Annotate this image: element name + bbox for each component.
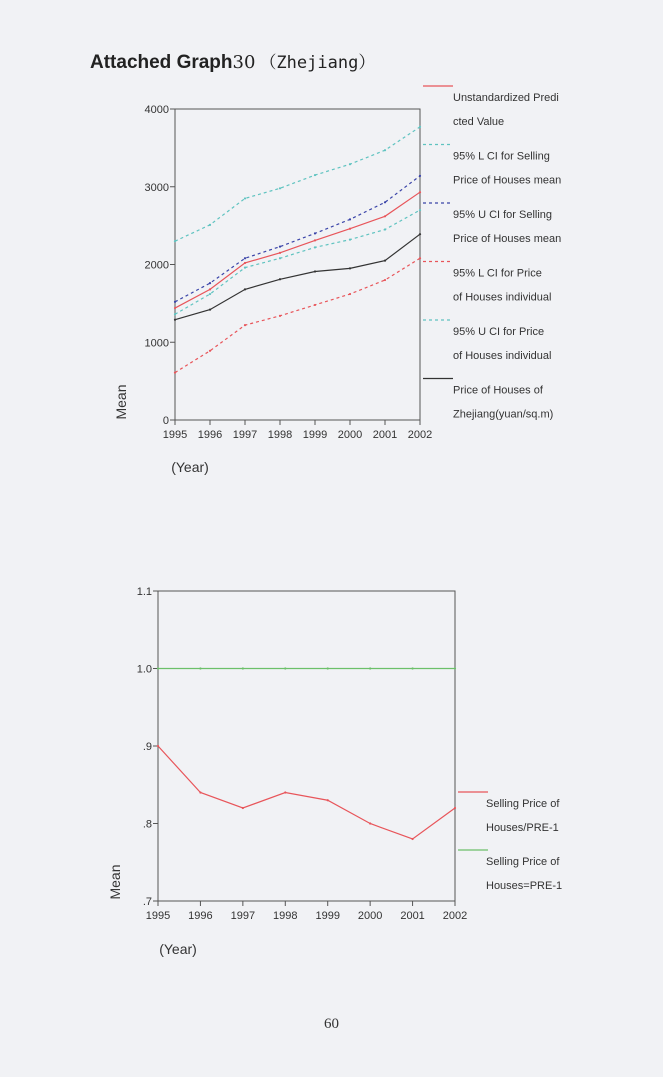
- series-line-1: [158, 746, 455, 839]
- legend-label-3: Price of Houses mean: [453, 233, 562, 245]
- y-tick-label: 4000: [144, 104, 169, 116]
- y-tick-label: 1.1: [136, 586, 152, 598]
- title-region: （Zhejiang）: [259, 53, 376, 73]
- data-point: [411, 667, 413, 669]
- data-point: [284, 791, 286, 793]
- x-axis-label: (Year): [159, 941, 197, 957]
- legend-label-4: of Houses individual: [453, 291, 552, 304]
- legend-label-3: 95% U CI for Selling: [453, 209, 553, 221]
- y-axis-label: Mean: [107, 864, 123, 900]
- data-point: [284, 667, 286, 669]
- data-point: [157, 745, 159, 747]
- legend-label-4: 95% L CI for Price: [453, 267, 542, 280]
- data-point: [454, 807, 456, 809]
- x-tick-label: 2001: [372, 429, 398, 441]
- x-tick-label: 1997: [230, 910, 256, 922]
- data-point: [327, 799, 329, 801]
- legend-label-6: Price of Houses of: [453, 384, 543, 397]
- legend-label-5: 95% U CI for Price: [453, 326, 545, 338]
- data-point: [199, 791, 201, 793]
- legend-label-2: Houses=PRE-1: [486, 880, 563, 892]
- data-point: [242, 667, 244, 669]
- x-tick-label: 1996: [197, 429, 223, 441]
- data-point: [327, 667, 329, 669]
- data-point: [369, 822, 371, 824]
- data-point: [411, 838, 413, 840]
- y-tick-label: .7: [142, 896, 152, 908]
- x-tick-label: 2001: [400, 910, 425, 922]
- x-tick-label: 1995: [145, 910, 171, 922]
- y-tick-label: 0: [162, 415, 169, 427]
- y-tick-label: .9: [142, 741, 152, 753]
- x-tick-label: 2002: [407, 429, 433, 441]
- legend-label-1: Unstandardized Predi: [453, 92, 559, 104]
- y-tick-label: 3000: [144, 181, 169, 194]
- legend-label-5: of Houses individual: [453, 350, 552, 362]
- x-tick-label: 1996: [188, 910, 213, 922]
- x-tick-label: 2000: [337, 429, 363, 441]
- y-tick-label: 2000: [144, 259, 169, 272]
- data-point: [199, 667, 201, 669]
- x-tick-label: 1997: [232, 429, 258, 441]
- x-tick-label: 1995: [162, 429, 188, 441]
- x-tick-label: 1998: [267, 429, 293, 441]
- x-tick-label: 1999: [302, 429, 328, 441]
- y-tick-label: .8: [142, 818, 152, 831]
- x-tick-label: 2002: [442, 910, 468, 922]
- data-point: [454, 667, 456, 669]
- data-point: [242, 807, 244, 809]
- title-number: 30: [232, 52, 256, 73]
- legend-label-2: Selling Price of: [486, 856, 560, 868]
- plot-frame: [158, 591, 455, 901]
- legend-label-1: Houses/PRE-1: [486, 822, 559, 834]
- page-number: 60: [324, 1016, 339, 1032]
- legend-label-2: 95% L CI for Selling: [453, 150, 550, 163]
- x-tick-label: 1999: [315, 910, 340, 922]
- y-tick-label: 1000: [144, 337, 169, 350]
- x-tick-label: 1998: [273, 910, 298, 922]
- title-prefix: Attached Graph: [90, 52, 233, 73]
- y-tick-label: 1.0: [136, 663, 152, 676]
- y-axis-label: Mean: [113, 384, 129, 420]
- legend-label-1: cted Value: [453, 116, 505, 128]
- legend-label-6: Zhejiang(yuan/sq.m): [453, 408, 554, 421]
- x-axis-label: (Year): [171, 459, 209, 475]
- data-point: [369, 667, 371, 669]
- x-tick-label: 2000: [357, 910, 383, 922]
- legend-label-2: Price of Houses mean: [453, 174, 562, 187]
- data-point: [157, 667, 159, 669]
- legend-label-1: Selling Price of: [486, 798, 560, 810]
